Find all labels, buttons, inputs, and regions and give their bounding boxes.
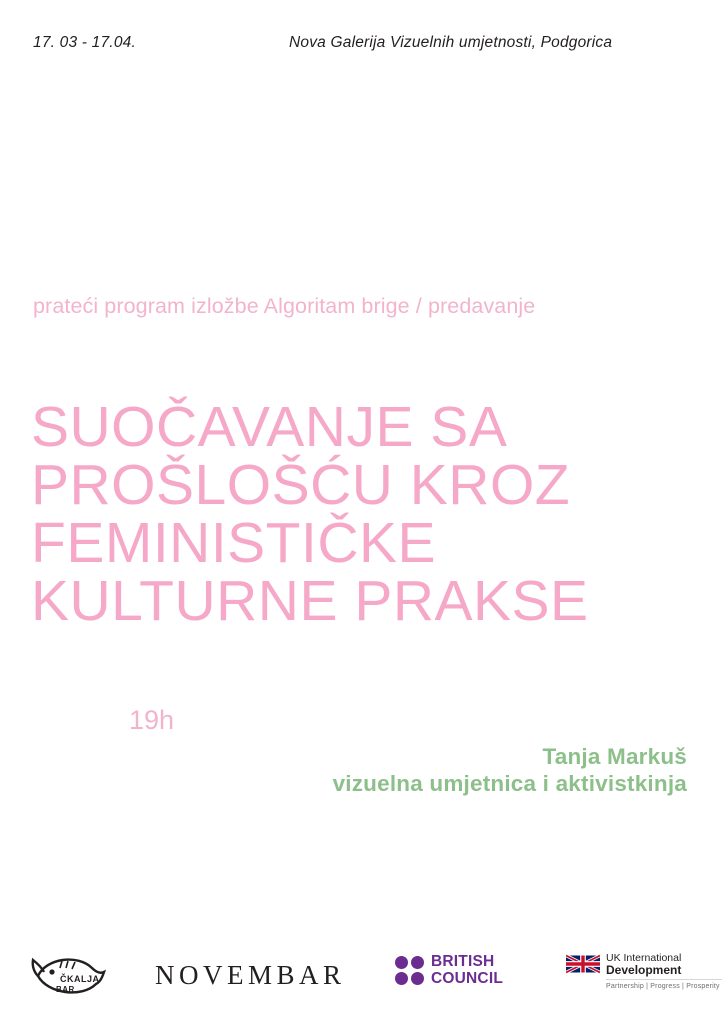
british-council-line-1: BRITISH [431, 953, 495, 970]
event-time: 19h [129, 705, 175, 735]
speaker-block [333, 743, 687, 798]
uk-aid-wordmark [606, 952, 722, 990]
logo-strip [0, 940, 722, 1010]
title-line-1: SUOČAVANJE SA [31, 395, 508, 459]
british-council-line-2: COUNCIL [431, 969, 504, 987]
event-venue: Nova Galerija Vizuelnih umjetnosti, Podgorica [289, 34, 613, 51]
svg-text:BAR: BAR [56, 985, 75, 994]
uk-aid-divider [606, 979, 722, 980]
british-council-logo [395, 954, 503, 987]
uk-aid-logo [566, 952, 722, 990]
speaker-name: Tanja Markuš [542, 744, 687, 769]
novembar-logo: NOVEMBAR [155, 960, 346, 990]
uk-aid-line-1: UK International [606, 952, 682, 964]
uk-aid-tagline: Partnership | Progress | Prosperity [606, 983, 720, 990]
svg-text:ČKALJA: ČKALJA [60, 974, 100, 984]
title-line-4: KULTURNE PRAKSE [31, 569, 589, 633]
title-line-3: FEMINISTIČKE [31, 511, 437, 575]
british-council-dots-icon [395, 956, 424, 985]
fish-logo-icon [30, 946, 108, 1002]
event-dates: 17. 03 - 17.04. [33, 34, 136, 51]
title-line-2: PROŠLOŠĆU KROZ [31, 453, 571, 517]
program-kicker: prateći program izložbe Algoritam brige / predavanje [33, 294, 536, 318]
page-title [31, 395, 691, 633]
poster-header [0, 34, 722, 58]
union-jack-icon [566, 953, 600, 975]
speaker-role: vizuelna umjetnica i aktivistkinja [332, 771, 687, 796]
british-council-wordmark [431, 954, 503, 987]
uk-aid-line-2: Development [606, 963, 682, 977]
